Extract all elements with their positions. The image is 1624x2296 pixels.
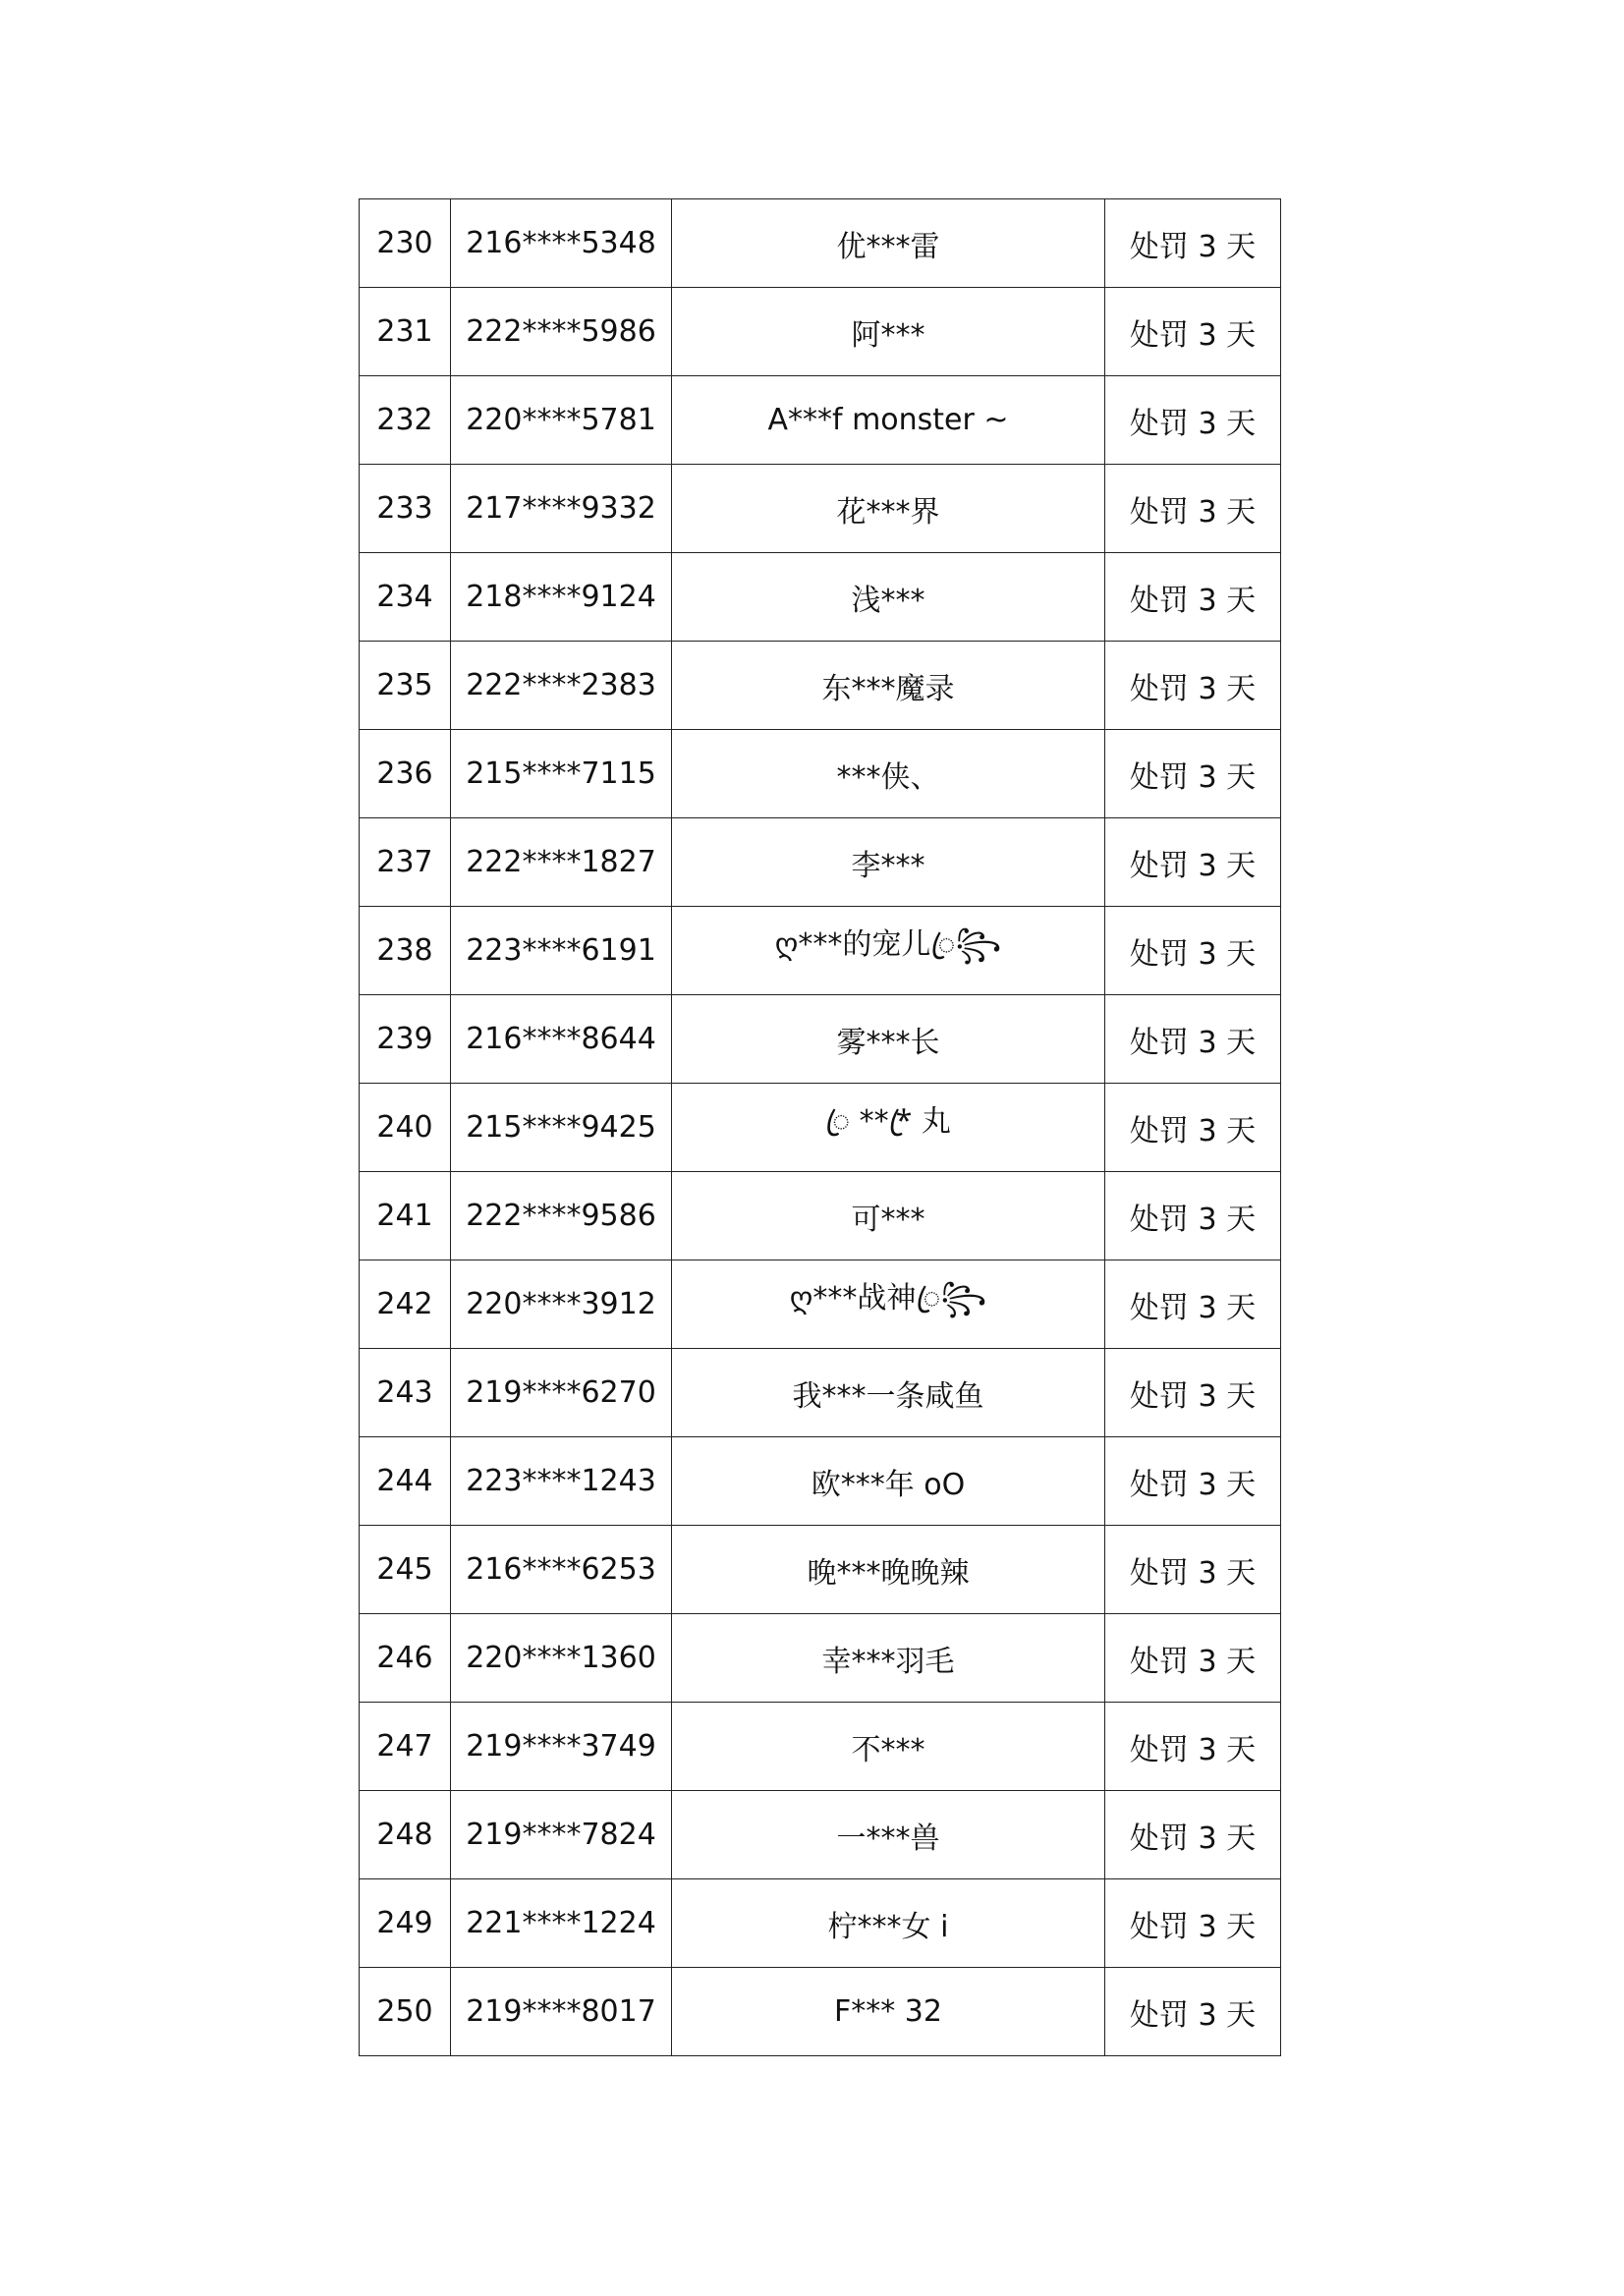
nickname-cell: ***侠、	[672, 730, 1105, 818]
row-number-cell: 241	[360, 1172, 451, 1260]
table-row	[360, 376, 1281, 465]
table-row	[360, 642, 1281, 730]
penalty-cell: 处罚 3 天	[1105, 642, 1281, 730]
nickname-cell: 阿***	[672, 288, 1105, 376]
penalty-cell: 处罚 3 天	[1105, 1437, 1281, 1526]
user-id-cell: 220****3912	[451, 1260, 672, 1349]
nickname-cell: 柠***女 i	[672, 1879, 1105, 1968]
user-id-cell: 221****1224	[451, 1879, 672, 1968]
row-number-cell: 234	[360, 553, 451, 642]
user-id-cell: 215****7115	[451, 730, 672, 818]
nickname-cell: ღ***战神ꦿ꧂	[672, 1260, 1105, 1349]
table-row	[360, 995, 1281, 1084]
table-row	[360, 1526, 1281, 1614]
row-number-cell: 230	[360, 199, 451, 288]
penalty-cell: 处罚 3 天	[1105, 1968, 1281, 2056]
penalty-cell: 处罚 3 天	[1105, 818, 1281, 907]
nickname-cell: A***f monster ~	[672, 376, 1105, 465]
user-id-cell: 216****8644	[451, 995, 672, 1084]
penalty-cell: 处罚 3 天	[1105, 1879, 1281, 1968]
row-number-cell: 236	[360, 730, 451, 818]
penalty-cell: 处罚 3 天	[1105, 995, 1281, 1084]
penalty-cell: 处罚 3 天	[1105, 376, 1281, 465]
row-number-cell: 243	[360, 1349, 451, 1437]
user-id-cell: 223****1243	[451, 1437, 672, 1526]
user-id-cell: 222****1827	[451, 818, 672, 907]
penalty-table	[359, 198, 1281, 2056]
user-id-cell: 217****9332	[451, 465, 672, 553]
row-number-cell: 237	[360, 818, 451, 907]
nickname-cell: 优***雷	[672, 199, 1105, 288]
table-row	[360, 465, 1281, 553]
user-id-cell: 220****5781	[451, 376, 672, 465]
row-number-cell: 247	[360, 1703, 451, 1791]
row-number-cell: 235	[360, 642, 451, 730]
nickname-cell: 幸***羽毛	[672, 1614, 1105, 1703]
user-id-cell: 222****9586	[451, 1172, 672, 1260]
table-row	[360, 1791, 1281, 1879]
nickname-cell: ღ***的宠儿ꦿ꧂	[672, 907, 1105, 995]
table-row	[360, 1349, 1281, 1437]
table-row	[360, 199, 1281, 288]
nickname-cell: 李***	[672, 818, 1105, 907]
penalty-cell: 处罚 3 天	[1105, 1791, 1281, 1879]
row-number-cell: 239	[360, 995, 451, 1084]
row-number-cell: 233	[360, 465, 451, 553]
penalty-cell: 处罚 3 天	[1105, 1172, 1281, 1260]
penalty-cell: 处罚 3 天	[1105, 1703, 1281, 1791]
penalty-cell: 处罚 3 天	[1105, 199, 1281, 288]
penalty-cell: 处罚 3 天	[1105, 553, 1281, 642]
row-number-cell: 248	[360, 1791, 451, 1879]
nickname-cell: 不***	[672, 1703, 1105, 1791]
table-body	[360, 199, 1281, 2056]
user-id-cell: 216****6253	[451, 1526, 672, 1614]
nickname-cell: 雾***长	[672, 995, 1105, 1084]
table-row	[360, 907, 1281, 995]
row-number-cell: 250	[360, 1968, 451, 2056]
penalty-cell: 处罚 3 天	[1105, 1084, 1281, 1172]
row-number-cell: 245	[360, 1526, 451, 1614]
row-number-cell: 240	[360, 1084, 451, 1172]
table-row	[360, 1260, 1281, 1349]
penalty-cell: 处罚 3 天	[1105, 288, 1281, 376]
nickname-cell: F*** 32	[672, 1968, 1105, 2056]
user-id-cell: 223****6191	[451, 907, 672, 995]
nickname-cell: 一***兽	[672, 1791, 1105, 1879]
user-id-cell: 216****5348	[451, 199, 672, 288]
user-id-cell: 218****9124	[451, 553, 672, 642]
row-number-cell: 244	[360, 1437, 451, 1526]
table-row	[360, 1614, 1281, 1703]
table-row	[360, 1437, 1281, 1526]
nickname-cell: 晚***晚晚辣	[672, 1526, 1105, 1614]
user-id-cell: 219****6270	[451, 1349, 672, 1437]
nickname-cell: ꦿ ***ꦿ 丸	[672, 1084, 1105, 1172]
penalty-cell: 处罚 3 天	[1105, 1260, 1281, 1349]
table-row	[360, 1968, 1281, 2056]
nickname-cell: 东***魔录	[672, 642, 1105, 730]
table-row	[360, 1084, 1281, 1172]
user-id-cell: 222****2383	[451, 642, 672, 730]
row-number-cell: 246	[360, 1614, 451, 1703]
table-row	[360, 730, 1281, 818]
penalty-cell: 处罚 3 天	[1105, 730, 1281, 818]
penalty-cell: 处罚 3 天	[1105, 1614, 1281, 1703]
user-id-cell: 219****8017	[451, 1968, 672, 2056]
penalty-cell: 处罚 3 天	[1105, 465, 1281, 553]
row-number-cell: 242	[360, 1260, 451, 1349]
user-id-cell: 222****5986	[451, 288, 672, 376]
table-row	[360, 818, 1281, 907]
row-number-cell: 232	[360, 376, 451, 465]
table-row	[360, 1703, 1281, 1791]
table-row	[360, 288, 1281, 376]
table-row	[360, 553, 1281, 642]
nickname-cell: 浅***	[672, 553, 1105, 642]
row-number-cell: 249	[360, 1879, 451, 1968]
penalty-cell: 处罚 3 天	[1105, 1349, 1281, 1437]
nickname-cell: 花***界	[672, 465, 1105, 553]
user-id-cell: 219****7824	[451, 1791, 672, 1879]
user-id-cell: 215****9425	[451, 1084, 672, 1172]
table-row	[360, 1172, 1281, 1260]
user-id-cell: 219****3749	[451, 1703, 672, 1791]
nickname-cell: 欧***年 oO	[672, 1437, 1105, 1526]
penalty-cell: 处罚 3 天	[1105, 1526, 1281, 1614]
row-number-cell: 238	[360, 907, 451, 995]
row-number-cell: 231	[360, 288, 451, 376]
penalty-cell: 处罚 3 天	[1105, 907, 1281, 995]
nickname-cell: 可***	[672, 1172, 1105, 1260]
user-id-cell: 220****1360	[451, 1614, 672, 1703]
nickname-cell: 我***一条咸鱼	[672, 1349, 1105, 1437]
table-row	[360, 1879, 1281, 1968]
